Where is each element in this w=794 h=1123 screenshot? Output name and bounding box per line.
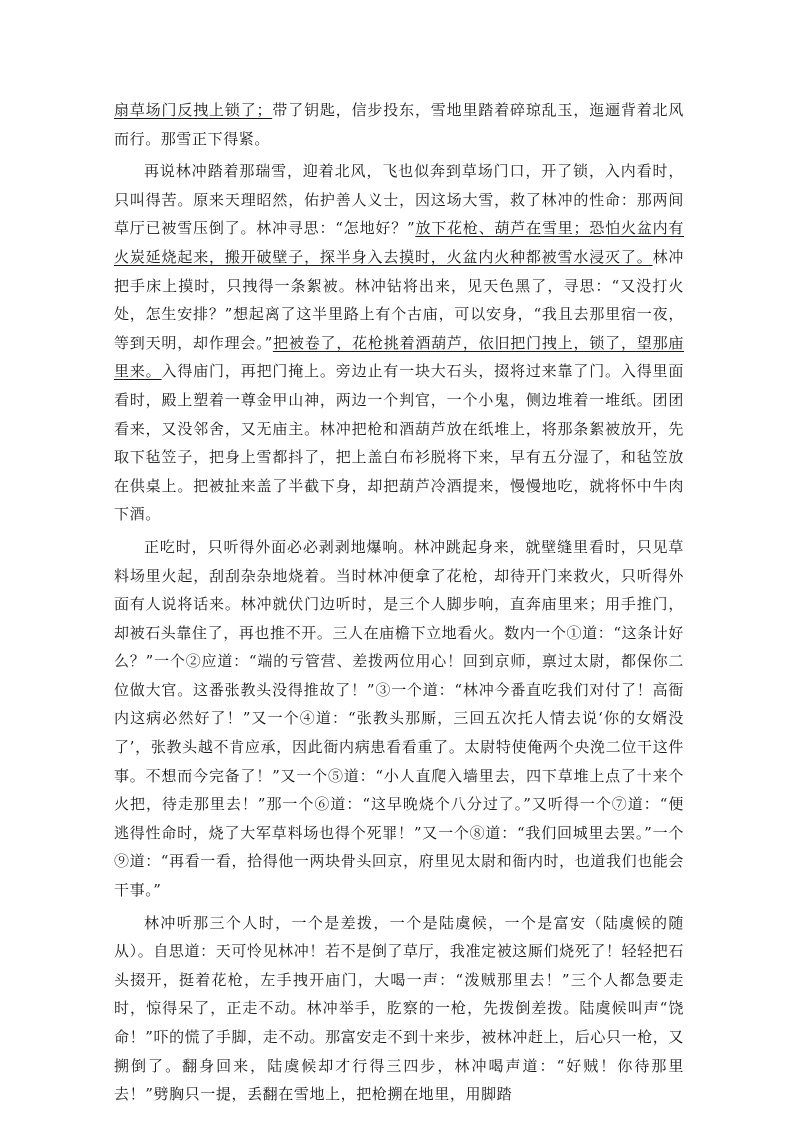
text-body xyxy=(114,96,684,1109)
underlined-text: 把被卷了，花枪挑着酒葫芦，依旧把门拽上，锁了，望那庙里来。 xyxy=(114,333,684,381)
paragraph xyxy=(114,96,684,153)
text-segment: 林冲听那三个人时，一个是差拨，一个是陆虞候，一个是富安（陆虞候的随从）。自思道：天可怜见林冲！若不是倒了草厅，我准定被这厮们烧死了！轻轻把石头掇开，挺着花枪，左手拽开庙门，大喝一声：“泼贼那里去！”三个人都急要走时，惊得呆了，正走不动。林冲举手，肐察的一枪，先拨倒差拨。陆虞候叫声“饶命！”吓的慌了手脚，走不动。那富安走不到十来步，被林冲赶上，后心只一枪，又搠倒了。翻身回来，陆虞候却才行得三四步，林冲喝声道：“好贼！你待那里去！”劈胸只一提，丢翻在雪地上，把枪搠在地里，用脚踏 xyxy=(114,913,684,1104)
text-segment: 再说林冲踏着那瑞雪，迎着北风，飞也似奔到草场门口，开了锁，入内看时，只叫得苦。原来天理昭然，佑护善人义士，因这场大雪，救了林冲的性命：那两间草厅已被雪压倒了。林冲寻思：“怎地好？” xyxy=(114,162,684,238)
paragraph xyxy=(114,533,684,905)
underlined-text: 放下花枪、葫芦在雪里；恐怕火盆内有火炭延烧起来，搬开破壁子，探半身入去摸时，火盆内火种都被雪水浸灭了。 xyxy=(114,219,685,266)
text-segment: 正吃时，只听得外面必必剥剥地爆响。林冲跳起身来，就壁缝里看时，只见草料场里火起，刮刮杂杂地烧着。当时林冲便拿了花枪，却待开门来救火，只听得外面有人说将话来。林冲就伏门边听时，是三个人脚步响，直奔庙里来；用手推门，却被石头靠住了，再也推不开。三人在庙檐下立地看火。数内一个①道：“这条计好么？”一个②应道：“端的亏管营、差拨两位用心！回到京师，禀过太尉，都保你二位做大官。这番张教头没得推故了！”③一个道：“林冲今番直吃我们对付了！高衙内这病必然好了！”又一个④道：“张教头那厮，三回五次托人情去说‘你的女婿没了’，张教头越不肯应承，因此衙内病患看看重了。太尉特使俺两个央浼二位干这件事。不想而今完备了！”又一个⑤道：“小人直爬入墙里去，四下草堆上点了十来个火把，待走那里去！”那一个⑥道：“这早晚烧个八分过了。”又听得一个⑦道：“便逃得性命时，烧了大军草料场也得个死罪！”又一个⑧道：“我们回城里去罢。”一个⑨道：“再看一看，拾得他一两块骨头回京，府里见太尉和衙内时，也道我们也能会干事。” xyxy=(114,537,684,900)
text-segment: 林冲把手床上摸时，只拽得一条絮被。林冲钻将出来，见天色黑了，寻思：“又没打火处，怎生安排？”想起离了这半里路上有个古庙，可以安身，“我且去那里宿一夜，等到天明，却作理会。” xyxy=(114,247,685,352)
paragraph xyxy=(114,909,684,1109)
text-segment: 带了钥匙，信步投东，雪地里踏着碎琼乱玉，迤逦背着北风而行。那雪正下得紧。 xyxy=(114,101,684,148)
paragraph xyxy=(114,157,684,529)
underlined-text: 扇草场门反拽上锁了； xyxy=(114,101,273,119)
text-segment: 入得庙门，再把门掩上。旁边止有一块大石头，掇将过来靠了门。入得里面看时，殿上塑着一尊金甲山神，两边一个判官，一个小鬼，侧边堆着一堆纸。团团看来，又没邻舍，又无庙主。林冲把枪和酒葫芦放在纸堆上，将那条絮被放开，先取下毡笠子，把身上雪都抖了，把上盖白布衫脱将下来，早有五分湿了，和毡笠放在供桌上。把被扯来盖了半截下身，却把葫芦冷酒提来，慢慢地吃，就将怀中牛肉下酒。 xyxy=(114,362,684,524)
